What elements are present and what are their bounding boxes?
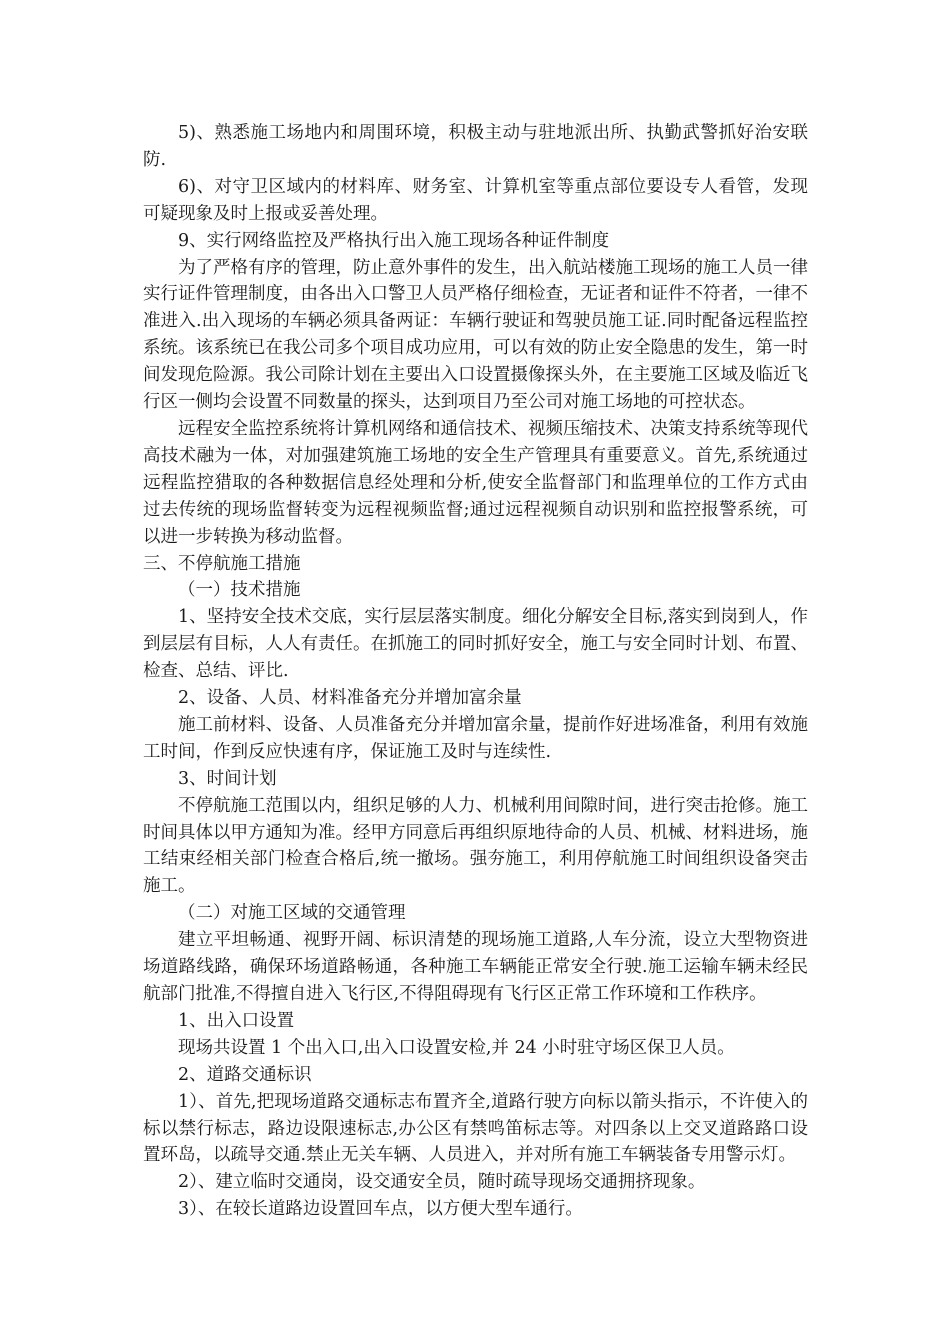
- paragraph: 6)、对守卫区域内的材料库、财务室、计算机室等重点部位要设专人看管，发现可疑现象及时上报或妥善处理。: [143, 176, 808, 224]
- paragraph: 建立平坦畅通、视野开阔、标识清楚的现场施工道路,人车分流，设立大型物资进场道路线路，确保环场道路畅通，各种施工车辆能正常安全行驶.施工运输车辆未经民航部门批准,不得擅自进入飞行区,不得阻碍现有飞行区正常工作环境和工作秩序。: [143, 930, 808, 1004]
- chapter-heading: 三、不停航施工措施: [143, 553, 301, 574]
- paragraph: 2）、建立临时交通岗，设交通安全员，随时疏导现场交通拥挤现象。: [178, 1172, 706, 1193]
- section-heading: 2、道路交通标识: [178, 1064, 312, 1085]
- section-heading: 3、时间计划: [178, 768, 277, 789]
- paragraph: 远程安全监控系统将计算机网络和通信技术、视频压缩技术、决策支持系统等现代高技术融为一体，对加强建筑施工场地的安全生产管理具有重要意义。首先,系统通过远程监控猎取的各种数据信息经处理和分析,使安全监督部门和监理单位的工作方式由过去传统的现场监督转变为远程视频监督;通过远程视频自动识别和监控报警系统，可以进一步转换为移动监督。: [143, 418, 808, 547]
- section-heading: （一）技术措施: [178, 580, 301, 601]
- paragraph: 1）、首先,把现场道路交通标志布置齐全,道路行驶方向标以箭头指示，不许使入的标以禁行标志，路边设限速标志,办公区有禁鸣笛标志等。对四条以上交叉道路路口设置环岛，以疏导交通.禁止无关车辆、人员进入，并对所有施工车辆装备专用警示灯。: [143, 1091, 808, 1166]
- section-heading: 1、出入口设置: [178, 1010, 295, 1031]
- paragraph: 不停航施工范围以内，组织足够的人力、机械利用间隙时间，进行突击抢修。施工时间具体以甲方通知为准。经甲方同意后再组织原地待命的人员、机械、材料进场，施工结束经相关部门检查合格后,统一撤场。强夯施工，利用停航施工时间组织设备突击施工。: [143, 795, 808, 897]
- section-heading: （二）对施工区域的交通管理: [178, 903, 406, 924]
- paragraph: 现场共设置 1 个出入口,出入口设置安检,并 24 小时驻守场区保卫人员。: [178, 1037, 735, 1058]
- paragraph: 为了严格有序的管理，防止意外事件的发生，出入航站楼施工现场的施工人员一律实行证件管理制度，由各出入口警卫人员严格仔细检查，无证者和证件不符者，一律不准进入.出入现场的车辆必须具备两证：车辆行驶证和驾驶员施工证.同时配备远程监控系统。该系统已在我公司多个项目成功应用，可以有效的防止安全隐患的发生，第一时间发现危险源。我公司除计划在主要出入口设置摄像探头外，在主要施工区域及临近飞行区一侧均会设置不同数量的探头，达到项目乃至公司对施工场地的可控状态。: [143, 257, 808, 413]
- section-heading: 2、设备、人员、材料准备充分并增加富余量: [178, 688, 522, 709]
- paragraph: 5)、熟悉施工场地内和周围环境，积极主动与驻地派出所、执勤武警抓好治安联防.: [143, 123, 808, 170]
- section-heading: 9、实行网络监控及严格执行出入施工现场各种证件制度: [178, 230, 610, 251]
- paragraph: 施工前材料、设备、人员准备充分并增加富余量，提前作好进场准备，利用有效施工时间，作到反应快速有序，保证施工及时与连续性.: [143, 714, 808, 762]
- paragraph: 1、坚持安全技术交底，实行层层落实制度。细化分解安全目标,落实到岗到人，作到层层有目标，人人有责任。在抓施工的同时抓好安全，施工与安全同时计划、布置、检查、总结、评比.: [143, 607, 808, 682]
- document-body: [143, 120, 808, 1223]
- paragraph: 3）、在较长道路边设置回车点，以方便大型车通行。: [178, 1199, 583, 1220]
